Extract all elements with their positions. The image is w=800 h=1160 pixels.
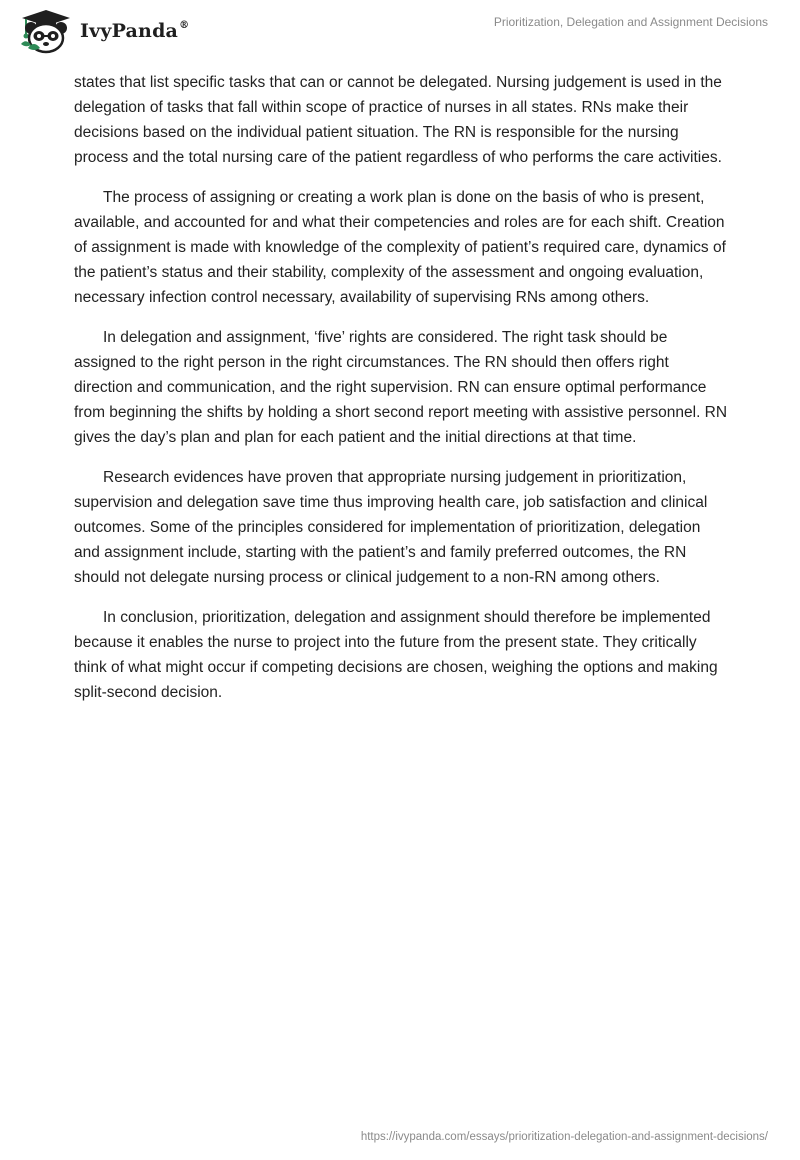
essay-body — [74, 70, 730, 720]
document-title: Prioritization, Delegation and Assignment Decisions — [493, 15, 768, 29]
paragraph-2: The process of assigning or creating a work plan is done on the basis of who is present, available, and accounted for and what their competencies and roles are for each shift. Creation of assignment is made with knowledge of the complexity of patient’s required care, dynamics of the patient’s status and their stability, complexity of the assessment and ongoing evaluation, necessary infection control necessary, availability of supervising RNs among others. — [74, 189, 726, 306]
paragraph-3: In delegation and assignment, ‘five’ rights are considered. The right task should be assigned to the right person in the right circumstances. The RN should then offers right direction and communication, and the right supervision. RN can ensure optimal performance from beginning the shifts by holding a short second report meeting with assistive personnel. RN gives the day’s plan and plan for each patient and the initial directions at that time. — [74, 329, 728, 446]
source-url-link[interactable]: https://ivypanda.com/essays/prioritization-delegation-and-assignment-decisions/ — [360, 1131, 768, 1143]
brand-name[interactable]: IvyPanda® — [80, 20, 190, 42]
paragraph-5: In conclusion, prioritization, delegation and assignment should therefore be implemented because it enables the nurse to project into the future from the present state. They critically think of what might occur if competing decisions are chosen, weighing the options and making split-second decision. — [74, 609, 718, 701]
ivypanda-logo-icon — [14, 8, 78, 54]
paragraph-4: Research evidences have proven that appropriate nursing judgement in prioritization, supervision and delegation save time thus improving health care, job satisfaction and clinical outcomes. Some of the principles considered for implementation of prioritization, delegation and assignment include, starting with the patient’s and family preferred outcomes, the RN should not delegate nursing process or clinical judgement to a non-RN among others. — [74, 469, 708, 586]
registered-mark: ® — [179, 20, 190, 31]
paragraph-1: states that list specific tasks that can or cannot be delegated. Nursing judgement is used in the delegation of tasks that fall within scope of practice of nurses in all states. RNs make their decisions based on the individual patient situation. The RN is responsible for the nursing process and the total nursing care of the patient regardless of who performs the care activities. — [74, 74, 722, 166]
page-header — [0, 0, 800, 60]
